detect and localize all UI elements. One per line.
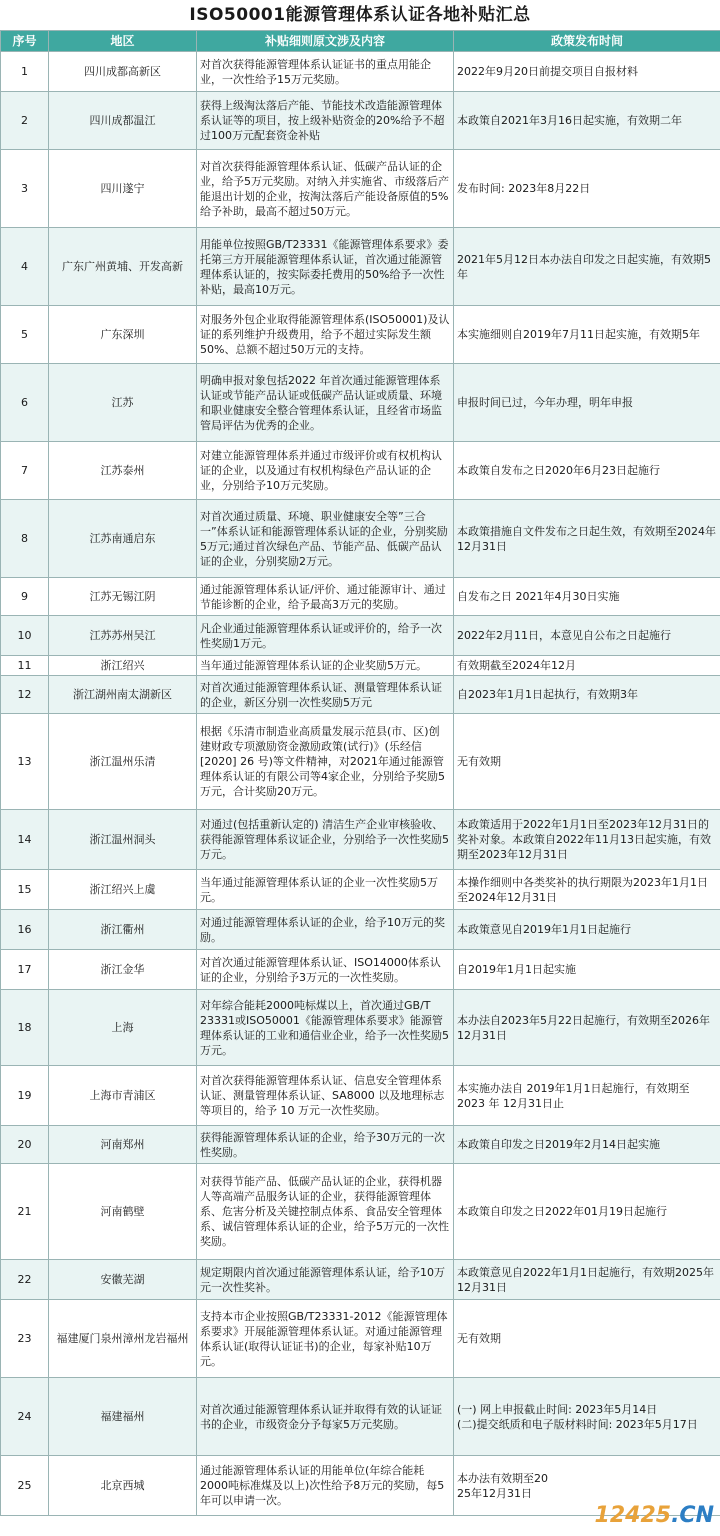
row-region: 四川成都高新区 [49,52,197,92]
row-region: 江苏泰州 [49,442,197,500]
row-number: 20 [1,1126,49,1164]
row-time: 2022年9月20日前提交项目自报材料 [454,52,720,92]
row-content: 凡企业通过能源管理体系认证或评价的，给予一次性奖励1万元。 [197,616,454,656]
row-number: 14 [1,810,49,870]
row-content: 通过能源管理体系认证/评价、通过能源审计、通过节能诊断的企业，给予最高3万元的奖励。 [197,578,454,616]
table-row [1,1066,720,1126]
table-row [1,364,720,442]
row-number: 2 [1,92,49,150]
table-row [1,1164,720,1260]
table-row [1,1260,720,1300]
row-region: 浙江绍兴 [49,656,197,676]
row-number: 24 [1,1378,49,1456]
row-number: 12 [1,676,49,714]
row-number: 25 [1,1456,49,1516]
row-content: 规定期限内首次通过能源管理体系认证，给予10万元一次性奖补。 [197,1260,454,1300]
row-time: 发布时间: 2023年8月22日 [454,150,720,228]
row-time: 本办法自2023年5月22日起施行，有效期至2026年12月31日 [454,990,720,1066]
row-content: 对获得节能产品、低碳产品认证的企业，获得机器人等高端产品服务认证的企业，获得能源管理体系、危害分析及关键控制点体系、食品安全管理体系、诚信管理体系认证的企业，给予5万元的一次性奖励。 [197,1164,454,1260]
row-content: 当年通过能源管理体系认证的企业一次性奖励5万元。 [197,870,454,910]
table-row [1,52,720,92]
row-time: 本政策措施自文件发布之日起生效，有效期至2024年12月31日 [454,500,720,578]
row-region: 上海 [49,990,197,1066]
row-number: 3 [1,150,49,228]
row-number: 23 [1,1300,49,1378]
row-content: 对首次通过能源管理体系认证并取得有效的认证证书的企业，市级资金分予每家5万元奖励。 [197,1378,454,1456]
row-number: 11 [1,656,49,676]
row-content: 用能单位按照GB/T23331《能源管理体系要求》委托第三方开展能源管理体系认证，首次通过能源管理体系认证的，按实际委托费用的50%给予一次性补贴，最高10万元。 [197,228,454,306]
row-content: 获得上级淘汰落后产能、节能技术改造能源管理体系认证等的项目，按上级补贴资金的20%给予不超过100万元配套资金补贴 [197,92,454,150]
table-row [1,1300,720,1378]
table-row [1,150,720,228]
row-region: 江苏无锡江阴 [49,578,197,616]
row-content: 获得能源管理体系认证的企业，给予30万元的一次性奖励。 [197,1126,454,1164]
row-number: 17 [1,950,49,990]
row-region: 浙江金华 [49,950,197,990]
row-content: 对首次获得能源管理体系认证证书的重点用能企业，一次性给予15万元奖励。 [197,52,454,92]
watermark-number: 12425 [594,1503,672,1528]
row-time: 本政策自发布之日2020年6月23日起施行 [454,442,720,500]
row-time: 本实施细则自2019年7月11日起实施，有效期5年 [454,306,720,364]
table-body [1,52,720,1516]
row-number: 6 [1,364,49,442]
row-region: 北京西城 [49,1456,197,1516]
table-row [1,616,720,656]
row-number: 5 [1,306,49,364]
row-number: 19 [1,1066,49,1126]
column-header-region: 地区 [49,31,197,52]
watermark-domain: .CN [671,1503,714,1528]
row-number: 16 [1,910,49,950]
site-watermark-logo [595,1503,714,1528]
row-region: 安徽芜湖 [49,1260,197,1300]
column-header-time: 政策发布时间 [454,31,720,52]
row-region: 四川遂宁 [49,150,197,228]
row-time: 本实施办法自 2019年1月1日起施行，有效期至 2023 年 12月31日止 [454,1066,720,1126]
row-content: 对首次获得能源管理体系认证、低碳产品认证的企业，给予5万元奖励。对纳入并实施省、市级落后产能退出计划的企业，按淘汰落后产能设备原值的5%给予补助，最高不超过50万元。 [197,150,454,228]
row-time: 本办法有效期至20 25年12月31日 [454,1456,720,1516]
row-content: 对建立能源管理体系并通过市级评价或有权机构认证的企业，以及通过有权机构绿色产品认证的企业，分别给予10万元奖励。 [197,442,454,500]
table-row [1,228,720,306]
row-content: 对首次通过能源管理体系认证、ISO14000体系认证的企业，分别给予3万元的一次性奖励。 [197,950,454,990]
row-time: 2022年2月11日，本意见自公布之日起施行 [454,616,720,656]
row-region: 广东深圳 [49,306,197,364]
subsidy-table [0,30,720,1516]
row-region: 福建厦门泉州漳州龙岩福州 [49,1300,197,1378]
column-header-content: 补贴细则原文涉及内容 [197,31,454,52]
row-content: 对通过能源管理体系认证的企业，给予10万元的奖励。 [197,910,454,950]
row-number: 8 [1,500,49,578]
row-number: 7 [1,442,49,500]
table-row [1,950,720,990]
table-row [1,1378,720,1456]
row-content: 通过能源管理体系认证的用能单位(年综合能耗2000吨标准煤及以上)次性给予8万元的奖励，每5年可以申请一次。 [197,1456,454,1516]
row-time: 本政策自2021年3月16日起实施，有效期二年 [454,92,720,150]
row-number: 4 [1,228,49,306]
table-row [1,442,720,500]
row-time: 自2023年1月1日起执行，有效期3年 [454,676,720,714]
row-number: 13 [1,714,49,810]
row-number: 22 [1,1260,49,1300]
row-number: 1 [1,52,49,92]
row-region: 福建福州 [49,1378,197,1456]
row-time: 无有效期 [454,714,720,810]
row-content: 对首次通过能源管理体系认证、测量管理体系认证的企业，新区分别一次性奖励5万元 [197,676,454,714]
row-number: 15 [1,870,49,910]
column-header-no: 序号 [1,31,49,52]
row-content: 明确申报对象包括2022 年首次通过能源管理体系认证或节能产品认证或低碳产品认证或质量、环境和职业健康安全整合管理体系认证，且经省市场监管局评估为优秀的企业。 [197,364,454,442]
row-content: 对通过(包括重新认定的) 清洁生产企业审核验收、获得能源管理体系议证企业，分别给予一次性奖励5万元。 [197,810,454,870]
row-content: 对首次获得能源管理体系认证、信息安全管理体系认证、测量管理体系认证、SA8000 以及地理标志等项目的，给予 10 万元一次性奖励。 [197,1066,454,1126]
table-row [1,714,720,810]
row-region: 四川成都温江 [49,92,197,150]
row-region: 江苏 [49,364,197,442]
row-content: 根据《乐清市制造业高质量发展示范县(市、区)创建财政专项激励资金激励政策(试行)》(乐经信[2020] 26 号)等文件精神，对2021年通过能源管理体系认证的有限公司等4家企业，分别给予奖励5万元，合计奖励20万元。 [197,714,454,810]
row-number: 21 [1,1164,49,1260]
row-time: 本政策适用于2022年1月1日至2023年12月31日的奖补对象。本政策自2022年11月13日起实施，有效期至2023年12月31日 [454,810,720,870]
table-row [1,500,720,578]
table-row [1,870,720,910]
row-time: 自2019年1月1日起实施 [454,950,720,990]
table-row [1,306,720,364]
table-row [1,92,720,150]
row-content: 支持本市企业按照GB/T23331-2012《能源管理体系要求》开展能源管理体系认证。对通过能源管理体系认证(取得认证证书)的企业，每家补贴10万元。 [197,1300,454,1378]
row-region: 广东广州黄埔、开发高新 [49,228,197,306]
row-time: 本政策自印发之日2019年2月14日起实施 [454,1126,720,1164]
row-content: 对服务外包企业取得能源管理体系(ISO50001)及认证的系列维护升级费用，给予不超过实际发生额50%、总额不超过50万元的支持。 [197,306,454,364]
table-row [1,990,720,1066]
row-content: 当年通过能源管理体系认证的企业奖励5万元。 [197,656,454,676]
row-time: 2021年5月12日本办法自印发之日起实施，有效期5 年 [454,228,720,306]
row-region: 浙江湖州南太湖新区 [49,676,197,714]
row-region: 江苏苏州吴江 [49,616,197,656]
page-title: ISO50001能源管理体系认证各地补贴汇总 [189,5,531,25]
row-region: 浙江绍兴上虞 [49,870,197,910]
table-header-row [1,31,720,52]
row-number: 10 [1,616,49,656]
row-time: 本政策意见自2019年1月1日起施行 [454,910,720,950]
row-region: 河南郑州 [49,1126,197,1164]
row-region: 江苏南通启东 [49,500,197,578]
row-time: 本操作细则中各类奖补的执行期限为2023年1月1日至2024年12月31日 [454,870,720,910]
row-time: 申报时间已过，今年办理，明年申报 [454,364,720,442]
row-time: 无有效期 [454,1300,720,1378]
row-region: 浙江温州乐清 [49,714,197,810]
row-time: 本政策自印发之日2022年01月19日起施行 [454,1164,720,1260]
row-number: 9 [1,578,49,616]
table-row [1,676,720,714]
row-region: 上海市青浦区 [49,1066,197,1126]
row-time: 有效期截至2024年12月 [454,656,720,676]
table-row [1,656,720,676]
row-time: 自发布之日 2021年4月30日实施 [454,578,720,616]
row-region: 浙江温州洞头 [49,810,197,870]
row-content: 对年综合能耗2000吨标煤以上，首次通过GB/T 23331或ISO50001《能源管理体系要求》能源管理体系认证的工业和通信业企业，给予一次性奖励5万元。 [197,990,454,1066]
table-row [1,1126,720,1164]
table-row [1,578,720,616]
row-region: 浙江衢州 [49,910,197,950]
row-region: 河南鹤壁 [49,1164,197,1260]
row-number: 18 [1,990,49,1066]
table-row [1,810,720,870]
row-time: (一) 网上申报截止时间: 2023年5月14日 (二)提交纸质和电子版材料时间: 2023年5月17日 [454,1378,720,1456]
row-time: 本政策意见自2022年1月1日起施行，有效期2025年12月31日 [454,1260,720,1300]
table-row [1,910,720,950]
row-content: 对首次通过质量、环境、职业健康安全等”三合一”体系认证和能源管理体系认证的企业，分别奖励5万元;通过首次绿色产品、节能产品、低碳产品认证的企业，分别奖励2万元。 [197,500,454,578]
